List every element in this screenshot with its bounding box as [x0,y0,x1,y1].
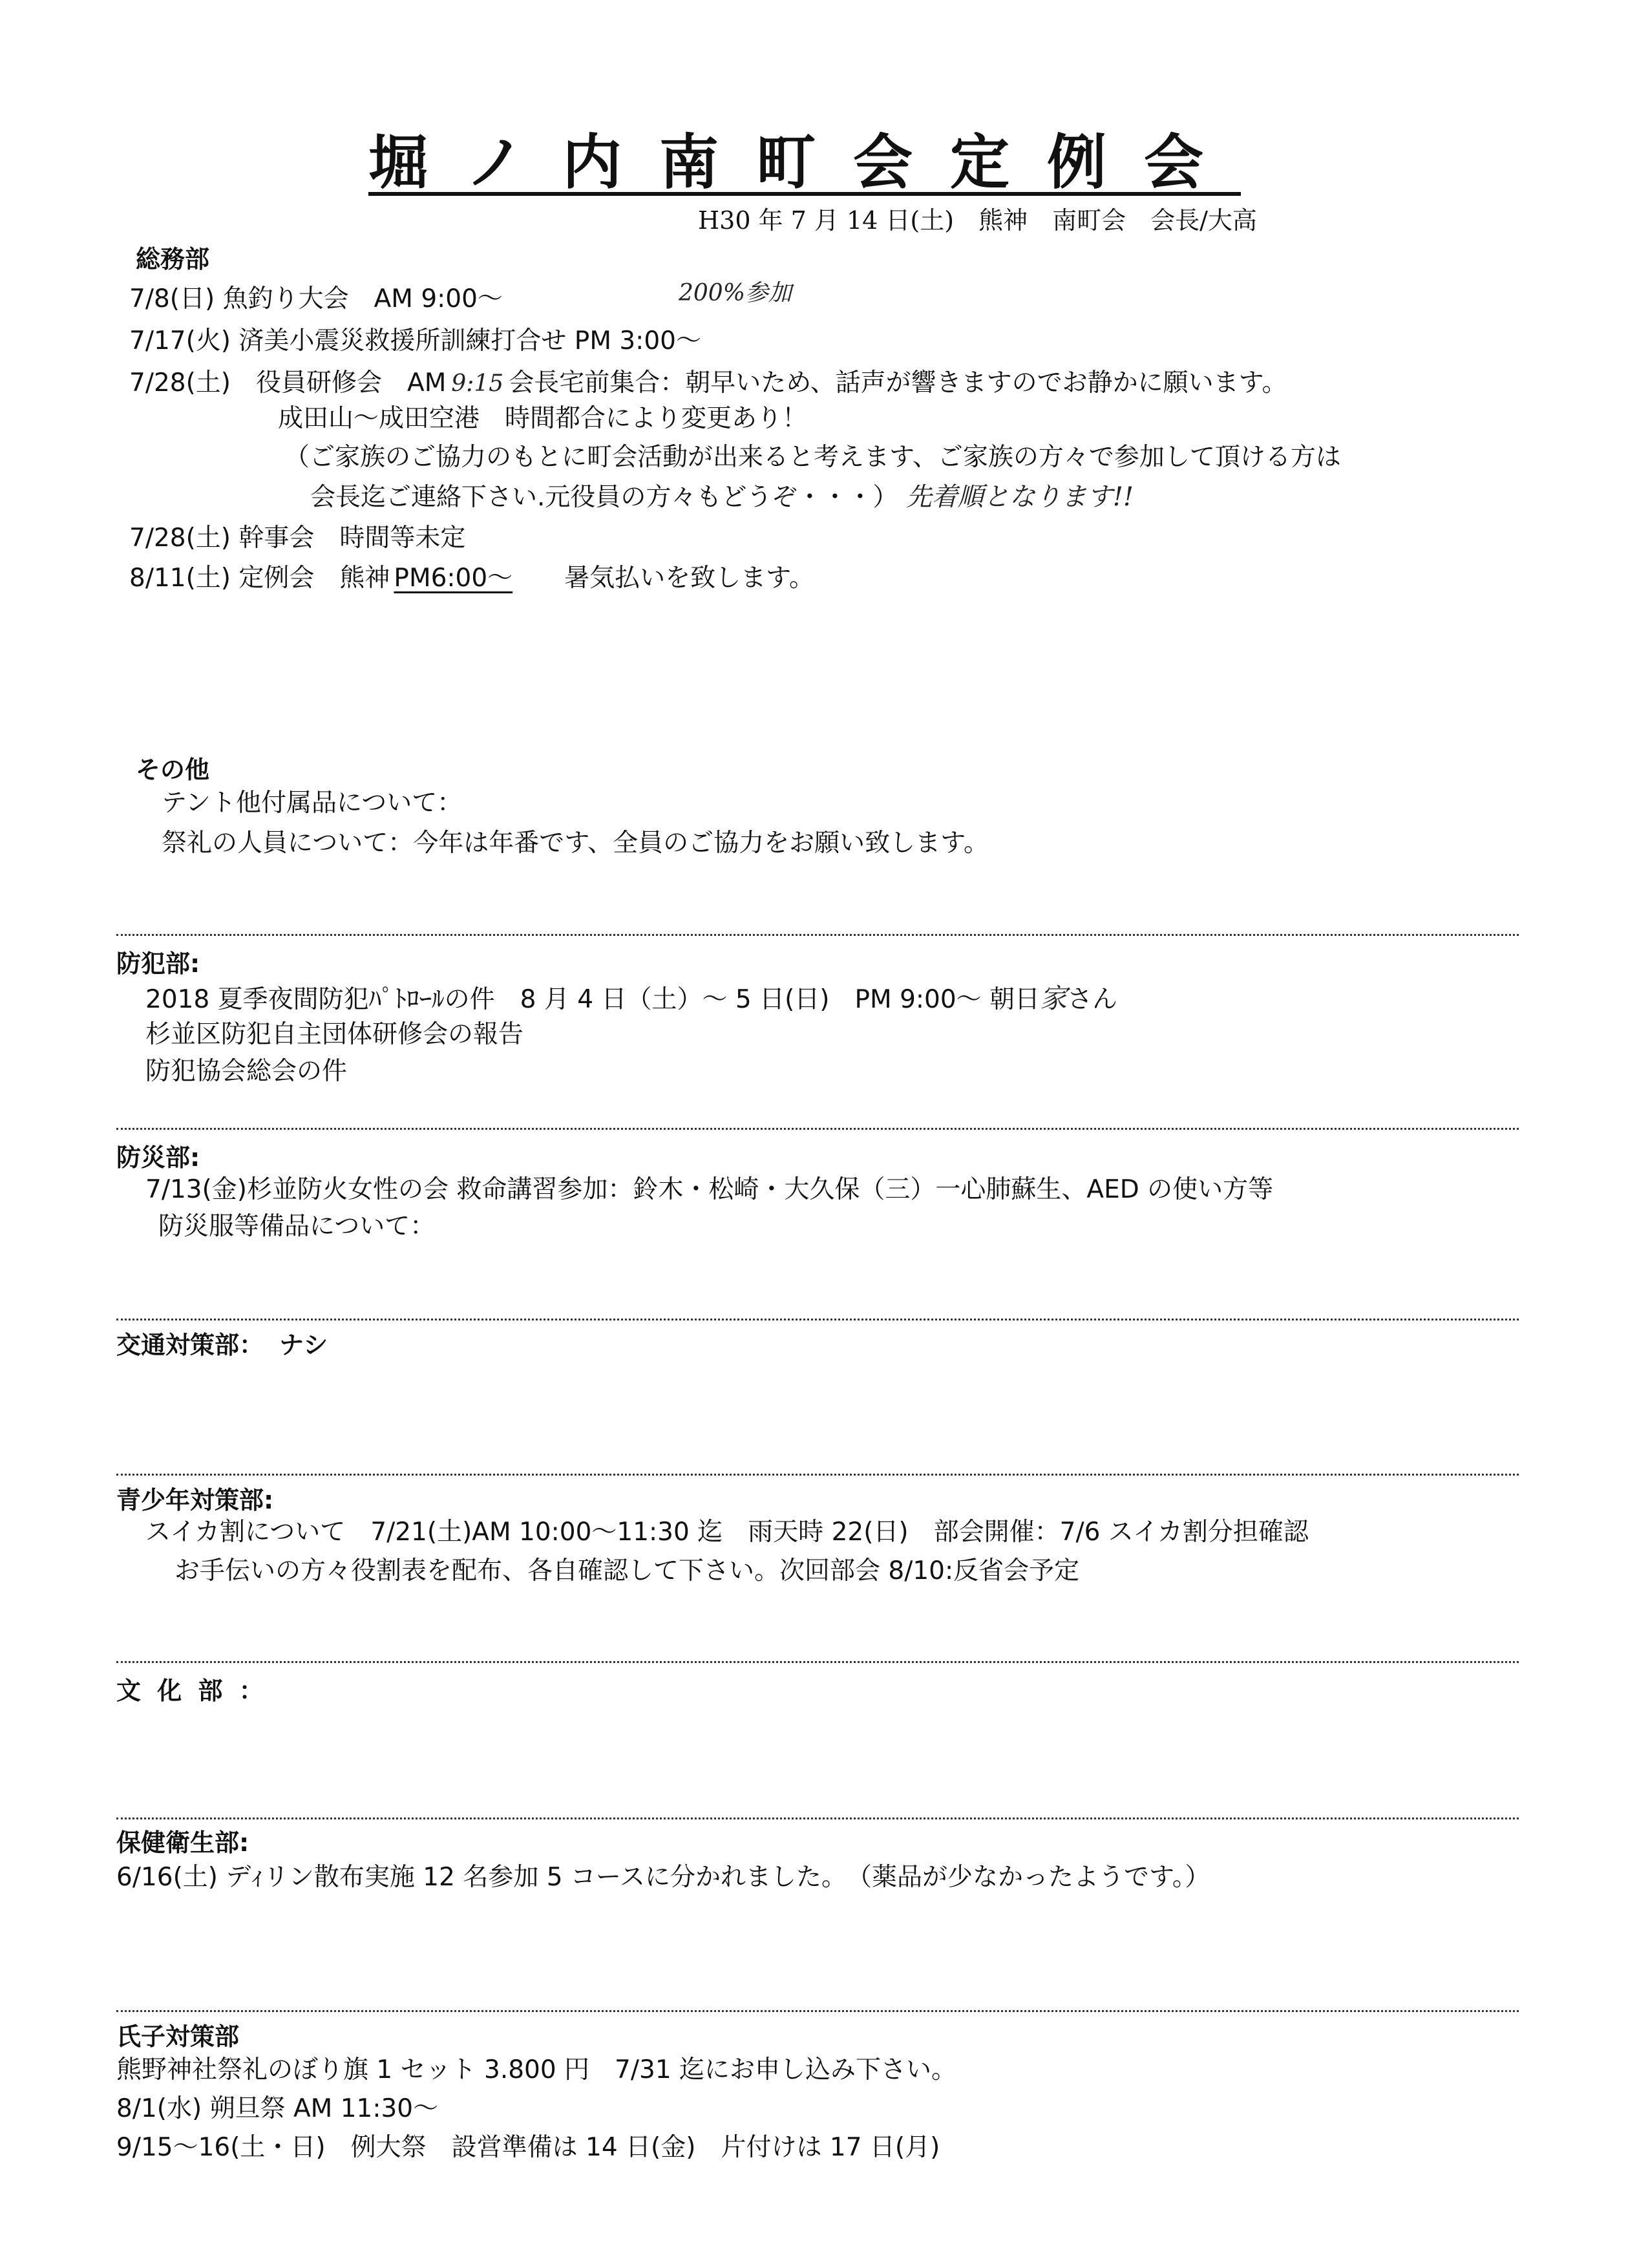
soumu-line-5: （ご家族のご協力のもとに町会活動が出来ると考えます、ご家族の方々で参加して頂ける方は [284,443,1341,472]
section-koutsuu-heading: 交通対策部： ナシ [116,1331,328,1359]
meeting-date-line: H30 年 7 月 14 日(土) 熊神 南町会 会長/大高 [698,206,1257,235]
handwritten-first-come: 先着順となります!! [905,482,1134,512]
section-ujiko-heading: 氏子対策部 [116,2022,240,2051]
soumu-line-6: 会長迄ご連絡下さい.元役員の方々もどうぞ・・・） 先着順となります!! [310,482,1134,512]
section-divider [116,934,1519,936]
section-bunka-heading: 文 化 部 ： [116,1677,268,1705]
bousai-line-2: 防災服等備品について： [158,1212,436,1241]
seishounen-line-1: スイカ割について 7/21(土)AM 10:00～11:30 迄 雨天時 22(日) 部会開催：7/6 スイカ割分担確認 [145,1518,1309,1547]
handwritten-note-participation: 200%参加 [679,280,792,306]
soumu-line-3: 7/28(土) 役員研修会 AM 9:15 会長宅前集合：朝早いため、話声が響きますのでお静かに願います。 [129,368,1287,397]
seishounen-line-2: お手伝いの方々役割表を配布、各自確認して下さい。次回部会 8/10:反省会予定 [174,1556,1080,1585]
ujiko-line-1: 熊野神社祭礼のぼり旗 1 セット 3.800 円 7/31 迄にお申し込み下さい。 [116,2055,957,2084]
section-divider [116,2010,1519,2012]
soumu-line-4: 成田山～成田空港 時間都合により変更あり！ [278,404,808,433]
sonota-line-1: テント他付属品について： [162,789,463,818]
section-divider [116,1128,1519,1130]
hoken-line-1: 6/16(土) デｨリン散布実施 12 名参加 5 コースに分かれました。 （薬品が少なかったようです。） [116,1863,1210,1892]
section-bousai-heading: 防災部: [116,1143,200,1172]
document-title: 堀ノ内南町会定例会 [368,128,1241,197]
soumu-line-2: 7/17(火) 済美小震災救援所訓練打合せ PM 3:00～ [129,326,701,355]
handwritten-time: 9:15 [451,370,504,397]
ujiko-line-3: 9/15～16(土・日) 例大祭 設営準備は 14 日(金) 片付けは 17 日(月) [116,2133,940,2162]
soumu-line-7: 7/28(土) 幹事会 時間等未定 [129,524,466,553]
ujiko-line-2: 8/1(水) 朔旦祭 AM 11:30～ [116,2094,439,2123]
bousai-line-1: 7/13(金)杉並防火女性の会 救命講習参加：鈴木・松崎・大久保（三）一心肺蘇生、AED の使い方等 [145,1175,1274,1204]
bouhan-line-3: 防犯協会総会の件 [145,1057,348,1086]
section-seishounen-heading: 青少年対策部: [116,1486,274,1514]
section-divider [116,1818,1519,1819]
bouhan-line-2: 杉並区防犯自主団体研修会の報告 [145,1020,524,1049]
section-sonota-heading: その他 [136,756,210,784]
bouhan-line-1: 2018 夏季夜間防犯ﾊﾟﾄﾛｰﾙの件 8 月 4 日（土）～ 5 日(日) PM 9:00～ 朝日家さん [145,982,1118,1014]
handwritten-house: 家 [1040,982,1068,1014]
soumu-line-8: 8/11(土) 定例会 熊神 PM6:00～ 暑気払いを致します。 [129,564,815,593]
koutsuu-value: ナシ [279,1331,328,1359]
soumu-line-1: 7/8(日) 魚釣り大会 AM 9:00～ [129,284,503,313]
section-divider [116,1319,1519,1320]
sonota-line-2: 祭礼の人員について：今年は年番です、全員のご協力をお願い致します。 [162,829,989,858]
section-divider [116,1661,1519,1663]
section-hoken-heading: 保健衛生部: [116,1828,249,1857]
section-bouhan-heading: 防犯部: [116,949,200,978]
section-divider [116,1474,1519,1476]
section-soumu-heading: 総務部 [136,245,210,273]
